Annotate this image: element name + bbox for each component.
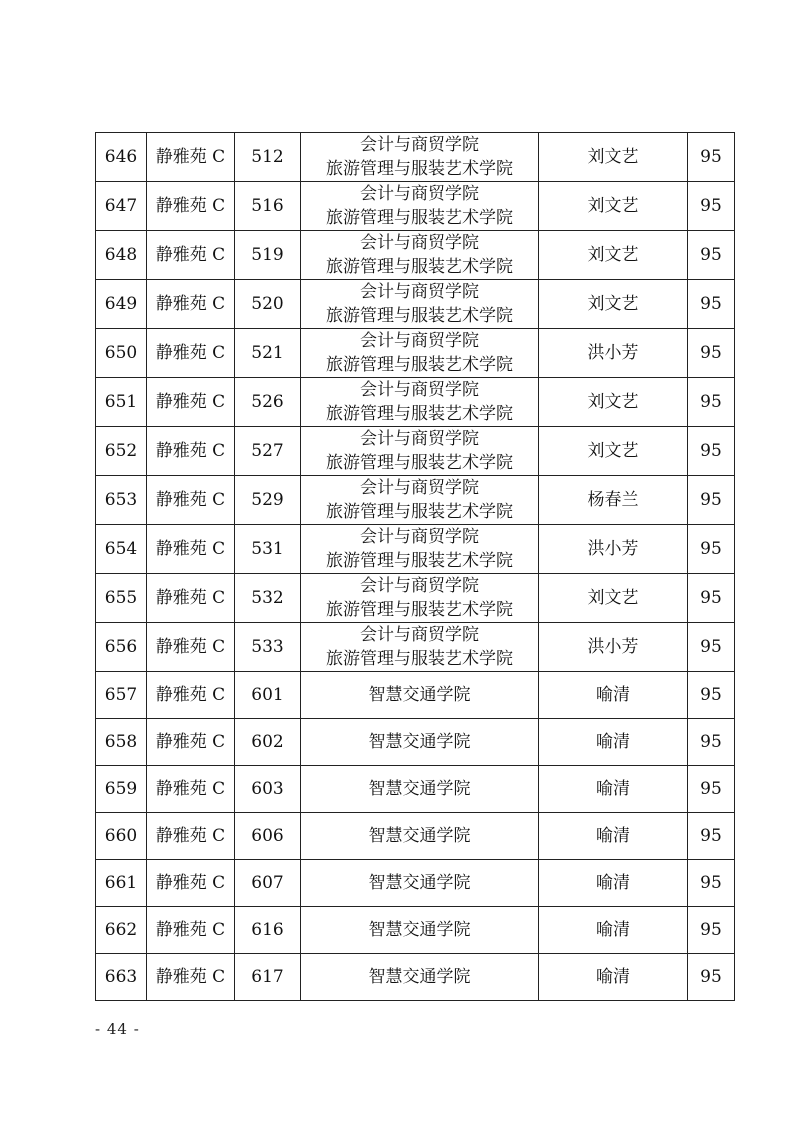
table-row (96, 813, 735, 860)
table-row (96, 954, 735, 1001)
college-name: 智慧交通学院 (368, 967, 471, 987)
room-number-cell: 616 (235, 907, 301, 954)
room-number-cell: 526 (235, 378, 301, 427)
contact-person-cell: 洪小芳 (539, 329, 688, 378)
table-row (96, 182, 735, 231)
college-cell (301, 427, 539, 476)
score-cell: 95 (688, 574, 735, 623)
college-cell (301, 133, 539, 182)
score-cell: 95 (688, 672, 735, 719)
college-cell (301, 719, 539, 766)
college-name: 旅游管理与服装艺术学院 (326, 551, 513, 571)
contact-person-cell: 刘文艺 (539, 378, 688, 427)
dormitory-score-table (95, 132, 735, 1001)
room-number-cell: 512 (235, 133, 301, 182)
college-name: 会计与商贸学院 (360, 429, 479, 449)
score-cell: 95 (688, 329, 735, 378)
room-number-cell: 531 (235, 525, 301, 574)
room-number-cell: 601 (235, 672, 301, 719)
row-number-cell: 661 (96, 860, 147, 907)
building-cell: 静雅苑 C (147, 182, 235, 231)
college-name: 旅游管理与服装艺术学院 (326, 404, 513, 424)
college-name: 会计与商贸学院 (360, 625, 479, 645)
college-cell (301, 329, 539, 378)
table-row (96, 280, 735, 329)
building-cell: 静雅苑 C (147, 133, 235, 182)
building-cell: 静雅苑 C (147, 329, 235, 378)
building-cell: 静雅苑 C (147, 860, 235, 907)
score-cell: 95 (688, 378, 735, 427)
contact-person-cell: 喻清 (539, 813, 688, 860)
contact-person-cell: 喻清 (539, 719, 688, 766)
table-row (96, 476, 735, 525)
college-cell (301, 378, 539, 427)
college-cell (301, 476, 539, 525)
college-name: 智慧交通学院 (368, 920, 471, 940)
table-row (96, 133, 735, 182)
contact-person-cell: 喻清 (539, 766, 688, 813)
row-number-cell: 663 (96, 954, 147, 1001)
college-cell (301, 907, 539, 954)
row-number-cell: 651 (96, 378, 147, 427)
row-number-cell: 647 (96, 182, 147, 231)
contact-person-cell: 刘文艺 (539, 280, 688, 329)
building-cell: 静雅苑 C (147, 766, 235, 813)
college-name: 会计与商贸学院 (360, 527, 479, 547)
row-number-cell: 656 (96, 623, 147, 672)
contact-person-cell: 洪小芳 (539, 525, 688, 574)
contact-person-cell: 喻清 (539, 860, 688, 907)
college-cell (301, 860, 539, 907)
score-cell: 95 (688, 476, 735, 525)
score-cell: 95 (688, 231, 735, 280)
college-cell (301, 813, 539, 860)
score-cell: 95 (688, 907, 735, 954)
row-number-cell: 646 (96, 133, 147, 182)
table-row (96, 623, 735, 672)
college-name: 会计与商贸学院 (360, 233, 479, 253)
room-number-cell: 603 (235, 766, 301, 813)
college-name: 智慧交通学院 (368, 826, 471, 846)
score-cell: 95 (688, 525, 735, 574)
college-cell (301, 672, 539, 719)
score-cell: 95 (688, 623, 735, 672)
contact-person-cell: 喻清 (539, 672, 688, 719)
college-name: 会计与商贸学院 (360, 380, 479, 400)
building-cell: 静雅苑 C (147, 719, 235, 766)
building-cell: 静雅苑 C (147, 427, 235, 476)
contact-person-cell: 洪小芳 (539, 623, 688, 672)
college-name: 旅游管理与服装艺术学院 (326, 355, 513, 375)
contact-person-cell: 喻清 (539, 907, 688, 954)
score-cell: 95 (688, 719, 735, 766)
building-cell: 静雅苑 C (147, 280, 235, 329)
row-number-cell: 653 (96, 476, 147, 525)
building-cell: 静雅苑 C (147, 231, 235, 280)
room-number-cell: 521 (235, 329, 301, 378)
room-number-cell: 602 (235, 719, 301, 766)
row-number-cell: 649 (96, 280, 147, 329)
room-number-cell: 529 (235, 476, 301, 525)
contact-person-cell: 刘文艺 (539, 427, 688, 476)
building-cell: 静雅苑 C (147, 623, 235, 672)
contact-person-cell: 刘文艺 (539, 574, 688, 623)
row-number-cell: 660 (96, 813, 147, 860)
contact-person-cell: 刘文艺 (539, 133, 688, 182)
college-name: 旅游管理与服装艺术学院 (326, 600, 513, 620)
contact-person-cell: 刘文艺 (539, 182, 688, 231)
building-cell: 静雅苑 C (147, 907, 235, 954)
building-cell: 静雅苑 C (147, 954, 235, 1001)
college-cell (301, 623, 539, 672)
college-name: 旅游管理与服装艺术学院 (326, 649, 513, 669)
room-number-cell: 532 (235, 574, 301, 623)
building-cell: 静雅苑 C (147, 813, 235, 860)
table-row (96, 378, 735, 427)
room-number-cell: 520 (235, 280, 301, 329)
room-number-cell: 606 (235, 813, 301, 860)
table-row (96, 329, 735, 378)
room-number-cell: 617 (235, 954, 301, 1001)
page-number: - 44 - (95, 1020, 140, 1038)
table-row (96, 766, 735, 813)
score-cell: 95 (688, 813, 735, 860)
building-cell: 静雅苑 C (147, 476, 235, 525)
college-cell (301, 280, 539, 329)
college-name: 旅游管理与服装艺术学院 (326, 306, 513, 326)
table-row (96, 719, 735, 766)
score-cell: 95 (688, 860, 735, 907)
building-cell: 静雅苑 C (147, 574, 235, 623)
college-cell (301, 231, 539, 280)
table-row (96, 860, 735, 907)
room-number-cell: 533 (235, 623, 301, 672)
table-row (96, 672, 735, 719)
college-name: 会计与商贸学院 (360, 478, 479, 498)
college-name: 会计与商贸学院 (360, 331, 479, 351)
row-number-cell: 657 (96, 672, 147, 719)
room-number-cell: 527 (235, 427, 301, 476)
score-cell: 95 (688, 427, 735, 476)
college-cell (301, 574, 539, 623)
row-number-cell: 658 (96, 719, 147, 766)
room-number-cell: 519 (235, 231, 301, 280)
college-name: 智慧交通学院 (368, 873, 471, 893)
college-cell (301, 954, 539, 1001)
college-cell (301, 182, 539, 231)
college-name: 旅游管理与服装艺术学院 (326, 159, 513, 179)
building-cell: 静雅苑 C (147, 378, 235, 427)
table-row (96, 231, 735, 280)
contact-person-cell: 喻清 (539, 954, 688, 1001)
row-number-cell: 652 (96, 427, 147, 476)
contact-person-cell: 刘文艺 (539, 231, 688, 280)
score-cell: 95 (688, 133, 735, 182)
contact-person-cell: 杨春兰 (539, 476, 688, 525)
table-body (96, 133, 735, 1001)
college-name: 会计与商贸学院 (360, 576, 479, 596)
college-name: 会计与商贸学院 (360, 282, 479, 302)
college-name: 会计与商贸学院 (360, 135, 479, 155)
college-name: 会计与商贸学院 (360, 184, 479, 204)
table-row (96, 525, 735, 574)
college-name: 旅游管理与服装艺术学院 (326, 208, 513, 228)
room-number-cell: 516 (235, 182, 301, 231)
row-number-cell: 654 (96, 525, 147, 574)
row-number-cell: 655 (96, 574, 147, 623)
table-row (96, 574, 735, 623)
score-cell: 95 (688, 954, 735, 1001)
row-number-cell: 648 (96, 231, 147, 280)
score-cell: 95 (688, 766, 735, 813)
college-cell (301, 525, 539, 574)
building-cell: 静雅苑 C (147, 525, 235, 574)
row-number-cell: 650 (96, 329, 147, 378)
room-number-cell: 607 (235, 860, 301, 907)
college-cell (301, 766, 539, 813)
building-cell: 静雅苑 C (147, 672, 235, 719)
score-cell: 95 (688, 182, 735, 231)
table-row (96, 907, 735, 954)
college-name: 旅游管理与服装艺术学院 (326, 257, 513, 277)
college-name: 智慧交通学院 (368, 779, 471, 799)
college-name: 智慧交通学院 (368, 732, 471, 752)
row-number-cell: 662 (96, 907, 147, 954)
college-name: 旅游管理与服装艺术学院 (326, 453, 513, 473)
row-number-cell: 659 (96, 766, 147, 813)
college-name: 旅游管理与服装艺术学院 (326, 502, 513, 522)
table-row (96, 427, 735, 476)
score-cell: 95 (688, 280, 735, 329)
college-name: 智慧交通学院 (368, 685, 471, 705)
